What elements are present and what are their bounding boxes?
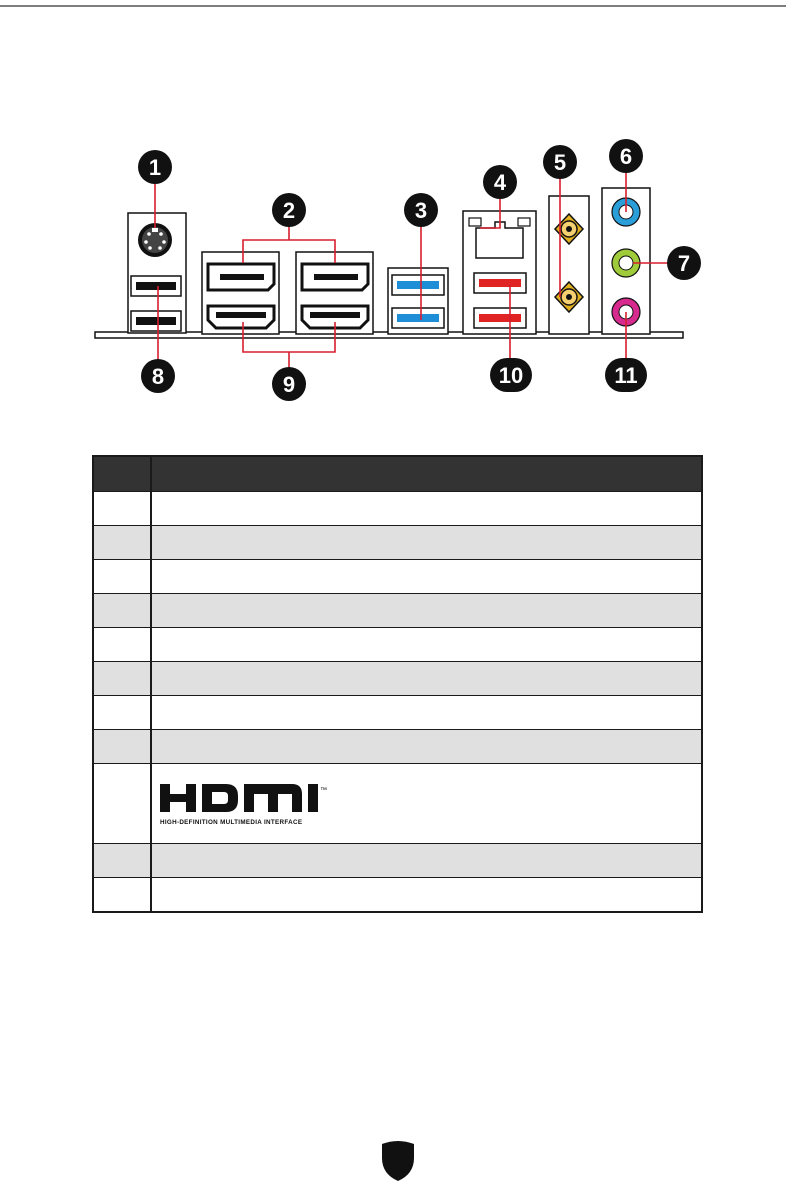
callout-1 <box>138 150 172 184</box>
row-number <box>94 492 152 525</box>
callout-8 <box>141 359 175 393</box>
callout-6 <box>609 139 643 173</box>
callout-number: 10 <box>498 363 524 388</box>
callout-number: 7 <box>677 251 691 276</box>
header-cell-number <box>94 457 152 491</box>
row-text <box>152 764 701 843</box>
callout-11 <box>605 358 647 392</box>
callout-number: 4 <box>493 170 507 195</box>
header-cell-description <box>152 457 701 491</box>
callout-number: 8 <box>151 364 165 389</box>
display-block-left <box>202 252 279 334</box>
table-row <box>94 729 701 763</box>
row-number <box>94 878 152 911</box>
callout-4 <box>483 165 517 199</box>
rear-io-diagram <box>0 0 794 420</box>
callout-number: 5 <box>553 150 567 175</box>
usb3-block <box>388 268 448 334</box>
row-number <box>94 696 152 729</box>
row-text <box>152 492 701 525</box>
row-text <box>152 526 701 559</box>
usb2-port-icon <box>131 276 181 296</box>
callout-number: 6 <box>619 144 633 169</box>
row-text <box>152 844 701 877</box>
row-text <box>152 628 701 661</box>
row-number <box>94 628 152 661</box>
lan-usb-block <box>463 211 536 334</box>
callout-9 <box>272 367 306 401</box>
table-row <box>94 661 701 695</box>
row-number <box>94 844 152 877</box>
table-row <box>94 593 701 627</box>
row-number <box>94 730 152 763</box>
row-text <box>152 594 701 627</box>
row-number <box>94 560 152 593</box>
callout-2 <box>272 193 306 227</box>
msi-shield-icon <box>380 1140 416 1182</box>
row-number <box>94 594 152 627</box>
ps2-usb-block <box>128 213 186 333</box>
table-row <box>94 491 701 525</box>
table-row <box>94 843 701 877</box>
usb2-port-icon <box>131 311 181 331</box>
table-row <box>94 695 701 729</box>
callout-5 <box>543 145 577 179</box>
row-text <box>152 560 701 593</box>
callout-number: 3 <box>414 198 428 223</box>
table-header <box>94 457 701 491</box>
row-number <box>94 764 152 843</box>
ps2-port-icon <box>138 223 172 257</box>
callout-10 <box>490 358 532 392</box>
row-text <box>152 696 701 729</box>
table-row <box>94 525 701 559</box>
svg-text:HIGH-DEFINITION MULTIMEDIA INT: HIGH-DEFINITION MULTIMEDIA INTERFACE <box>160 819 303 826</box>
row-text <box>152 878 701 911</box>
callout-number: 9 <box>282 372 296 397</box>
callout-3 <box>404 193 438 227</box>
row-text <box>152 730 701 763</box>
row-number <box>94 526 152 559</box>
row-text <box>152 662 701 695</box>
table-row <box>94 559 701 593</box>
table-row <box>94 627 701 661</box>
callout-number: 2 <box>282 198 296 223</box>
ports-table <box>92 455 703 913</box>
callout-number: 1 <box>148 155 162 180</box>
svg-text:™: ™ <box>320 787 327 794</box>
callout-7 <box>667 246 701 280</box>
hdmi-logo <box>160 784 330 826</box>
table-row <box>94 763 701 843</box>
row-number <box>94 662 152 695</box>
table-row <box>94 877 701 911</box>
callout-number: 11 <box>614 363 638 388</box>
display-block-right <box>296 252 373 334</box>
wifi-antenna-block <box>549 196 589 334</box>
